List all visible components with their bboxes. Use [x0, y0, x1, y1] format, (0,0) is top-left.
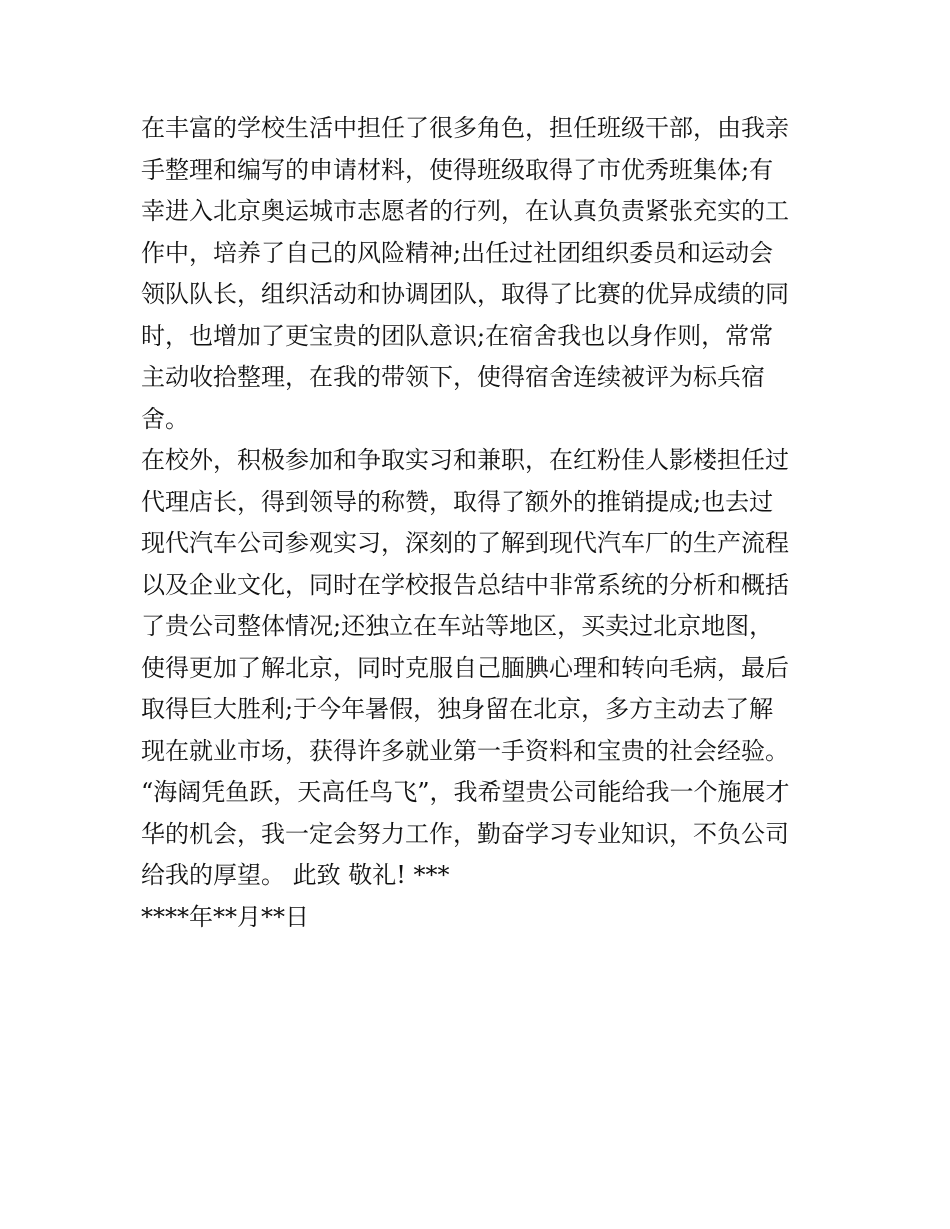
text-line: 手整理和编写的申请材料，使得班级取得了市优秀班集体;有 [141, 155, 774, 184]
text-line: 作中，培养了自己的风险精神;出任过社团组织委员和运动会 [141, 238, 774, 267]
closing-line: 给我的厚望。 此致 敬礼! *** [141, 861, 450, 889]
text-line: 代理店长，得到领导的称赞，取得了额外的推销提成;也去过 [141, 487, 774, 516]
text-line: 时，也增加了更宝贵的团队意识;在宿舍我也以身作则，常常 [141, 321, 774, 350]
text-line: 使得更加了解北京，同时克服自己腼腆心理和转向毛病，最后 [141, 653, 789, 682]
text-line: 取得巨大胜利;于今年暑假，独身留在北京，多方主动去了解 [141, 695, 774, 723]
text-line: 现在就业市场，获得许多就业第一手资料和宝贵的社会经验。 [141, 736, 789, 765]
text-line: 了贵公司整体情况;还独立在车站等地区，买卖过北京地图， [141, 612, 774, 640]
text-line: 华的机会，我一定会努力工作，勤奋学习专业知识，不负公司 [141, 819, 789, 848]
text-line: 在丰富的学校生活中担任了很多角色，担任班级干部，由我亲 [141, 114, 789, 142]
text-line: 以及企业文化，同时在学校报告总结中非常系统的分析和概括 [141, 570, 789, 599]
text-line: 领队队长，组织活动和协调团队，取得了比赛的优异成绩的同 [141, 280, 789, 308]
text-line: 现代汽车公司参观实习，深刻的了解到现代汽车厂的生产流程 [141, 529, 789, 557]
text-line: 在校外，积极参加和争取实习和兼职，在红粉佳人影楼担任过 [141, 446, 789, 474]
letter-body [141, 108, 811, 938]
text-line: 幸进入北京奥运城市志愿者的行列，在认真负责紧张充实的工 [141, 197, 789, 225]
date-line: ****年**月**日 [141, 902, 309, 931]
text-line: 主动收拾整理，在我的带领下，使得宿舍连续被评为标兵宿 [141, 363, 765, 391]
text-line: 舍。 [141, 404, 189, 433]
text-line: “海阔凭鱼跃，天高任鸟飞”，我希望贵公司能给我一个施展才 [141, 778, 790, 806]
